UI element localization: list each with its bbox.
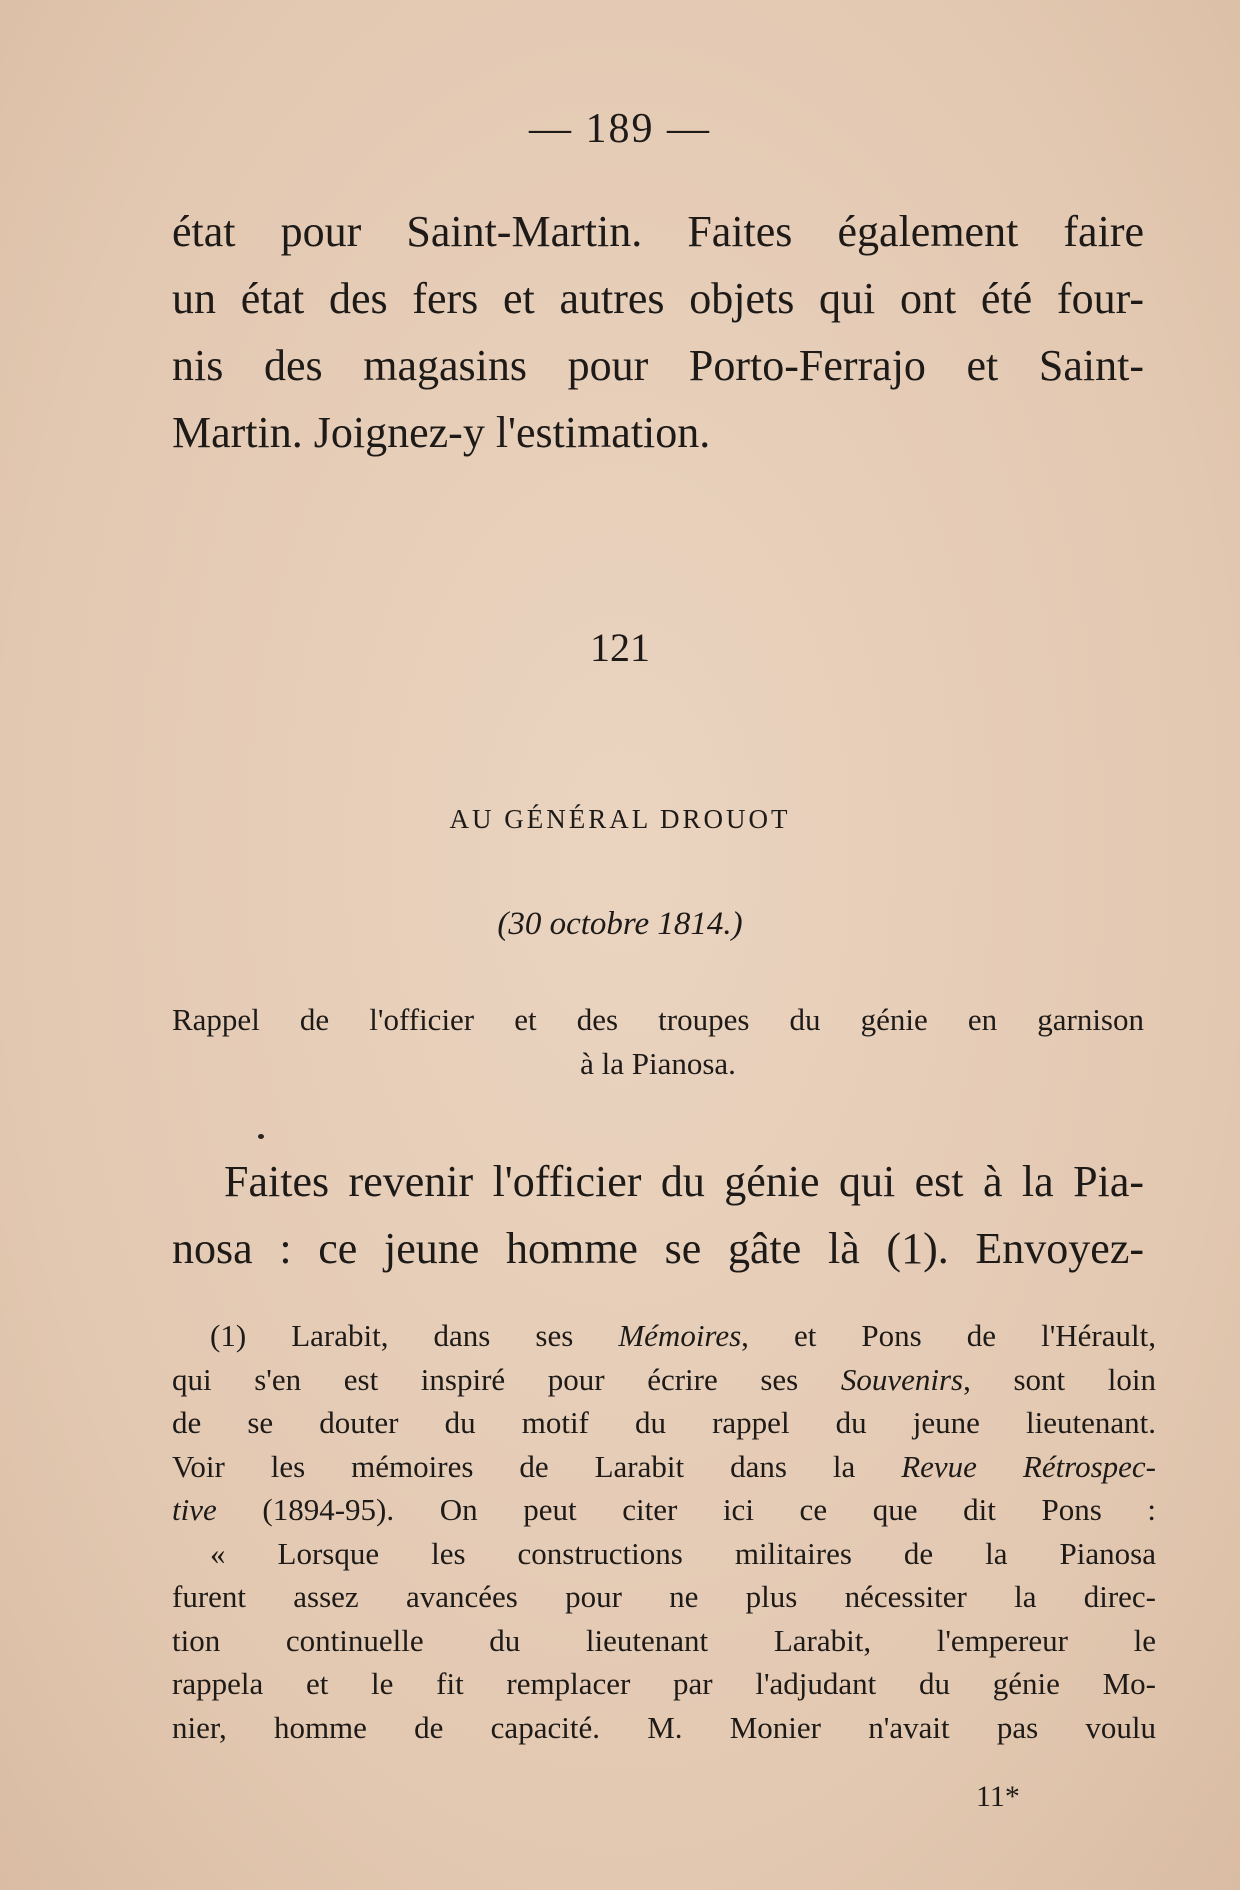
footnote-line: tion continuelle du lieutenant Larabit, l'empereur le: [172, 1622, 1156, 1658]
page-number: — 189 —: [529, 106, 711, 152]
summary-line: Rappel de l'officier et des troupes du génie en garnison: [172, 1002, 1144, 1037]
text-line: état pour Saint-Martin. Faites également faire: [172, 207, 1144, 256]
summary-line: à la Pianosa.: [580, 1046, 736, 1081]
text-line: nis des magasins pour Porto-Ferrajo et Saint-: [172, 341, 1144, 390]
text-line: Martin. Joignez-y l'estimation.: [172, 408, 711, 457]
footnote-line: « Lorsque les constructions militaires de la Pianosa: [210, 1535, 1156, 1571]
footnote-line: [172, 1445, 1156, 1489]
footnote-line: rappela et le fit remplacer par l'adjudant du génie Mo-: [172, 1666, 1156, 1701]
footnote-italic: tive: [172, 1492, 217, 1527]
footnote-line: nier, homme de capacité. M. Monier n'avait pas voulu: [172, 1709, 1156, 1745]
ink-speck: [258, 1134, 264, 1139]
continued-letter-text: [172, 198, 1144, 466]
footnote-line: furent assez avancées pour ne plus nécessiter la direc-: [172, 1579, 1156, 1614]
footnote-line: de se douter du motif du rappel du jeune lieutenant.: [172, 1405, 1156, 1440]
footnote-text: qui s'en est inspiré pour écrire ses: [172, 1361, 841, 1397]
footnote-italic: Revue Rétrospec-: [901, 1448, 1157, 1484]
footnote-line: [172, 1358, 1156, 1402]
footnote: [172, 1314, 1156, 1749]
letter-number: 121: [590, 625, 650, 670]
footnote-line: [172, 1488, 1156, 1532]
footnote-line: [172, 1314, 1156, 1358]
body-line: Faites revenir l'officier du génie qui est à la Pia-: [224, 1157, 1144, 1206]
footnote-text: (1894-95). On peut citer ici ce que dit Pons :: [216, 1492, 1156, 1527]
footnote-text: , et Pons de l'Hérault,: [741, 1318, 1156, 1353]
letter-summary: [172, 998, 1144, 1086]
text-line: un état des fers et autres objets qui ont été four-: [172, 274, 1144, 323]
footnote-text: Voir les mémoires de Larabit dans la: [172, 1448, 902, 1484]
footnote-text: , sont loin: [963, 1361, 1156, 1397]
printer-signature-mark: 11*: [976, 1780, 1020, 1813]
body-line: nosa : ce jeune homme se gâte là (1). Envoyez-: [172, 1224, 1144, 1273]
footnote-italic: Mémoires: [618, 1318, 742, 1353]
footnote-text: (1) Larabit, dans ses: [210, 1318, 619, 1353]
footnote-italic: Souvenirs: [840, 1361, 964, 1397]
letter-heading: AU GÉNÉRAL DROUOT: [449, 804, 791, 834]
letter-body: [172, 1148, 1144, 1282]
letter-date: (30 octobre 1814.): [497, 906, 743, 942]
